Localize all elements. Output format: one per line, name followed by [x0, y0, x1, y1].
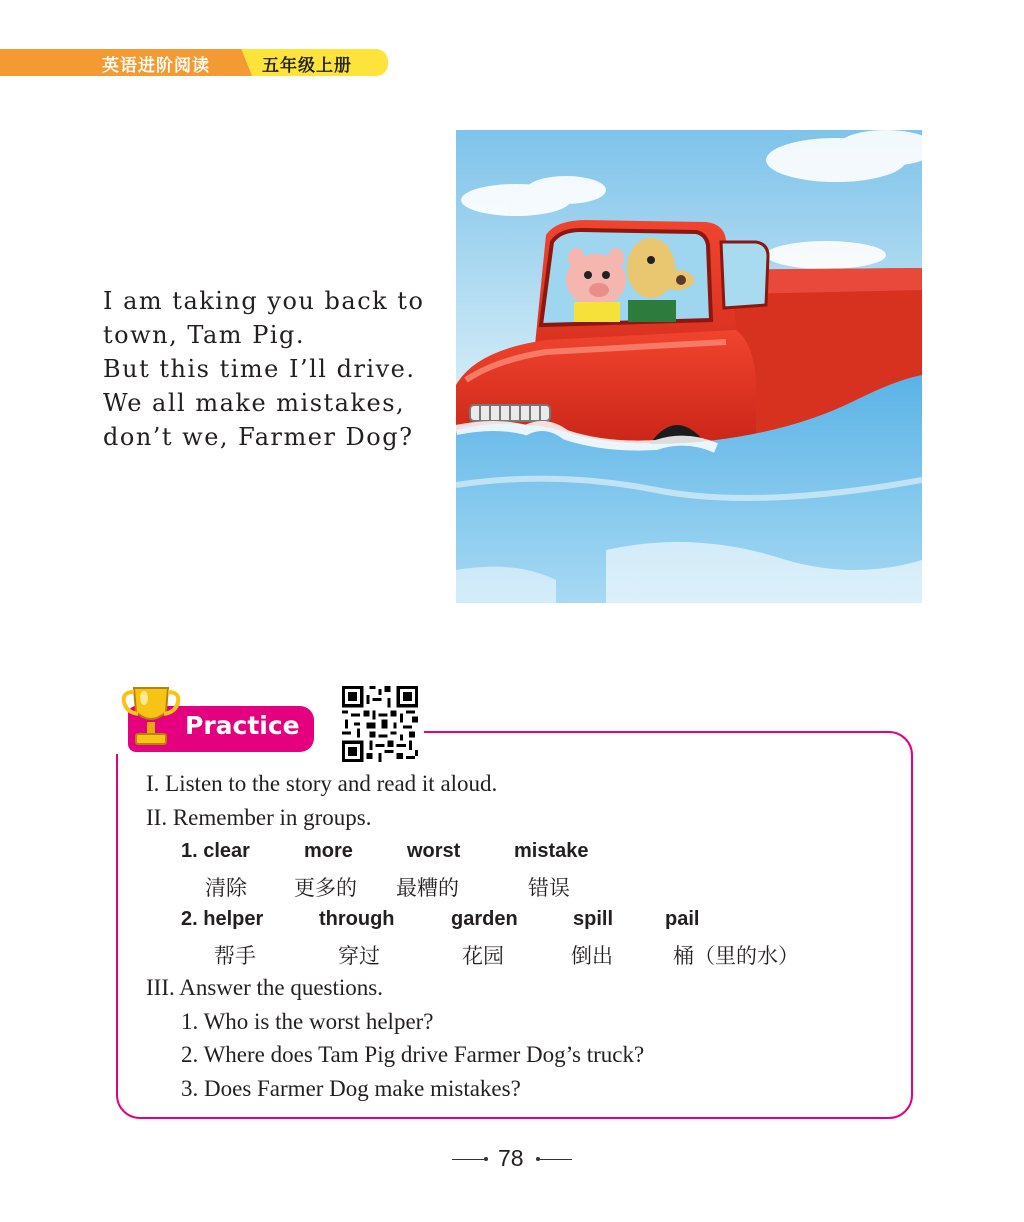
question-item: 2. Where does Tam Pig drive Farmer Dog’s truck?: [181, 1042, 645, 1067]
story-illustration: [456, 130, 922, 603]
vocab-meaning: 更多的: [294, 876, 357, 900]
header-grade-tab: [236, 49, 388, 76]
page-number-block: [452, 1145, 572, 1173]
page-number-rule-right: [540, 1159, 572, 1160]
trophy-icon: [120, 684, 182, 750]
question-item: 3. Does Farmer Dog make mistakes?: [181, 1076, 521, 1101]
story-line: don’t we, Farmer Dog?: [103, 423, 414, 451]
vocab-word: pail: [665, 908, 700, 930]
page-number-rule-left: [452, 1159, 484, 1160]
vocab-meaning: 清除: [205, 876, 247, 900]
story-line: I am taking you back to: [103, 287, 425, 315]
story-line: We all make mistakes,: [103, 389, 406, 417]
header-series-tab: [0, 49, 252, 76]
practice-title: Practice: [185, 711, 300, 740]
page-header: [0, 49, 390, 76]
vocab-meaning: 最糟的: [396, 876, 459, 900]
vocab-meaning: 错误: [528, 876, 570, 900]
vocab-word: mistake: [514, 840, 589, 862]
practice-section-1: I. Listen to the story and read it aloud.: [146, 771, 498, 796]
qr-code-icon: [342, 686, 418, 762]
question-item: 1. Who is the worst helper?: [181, 1009, 434, 1034]
vocab-word: 2. helper: [181, 908, 264, 930]
page-number: 78: [498, 1145, 524, 1171]
vocab-word: more: [304, 840, 353, 862]
vocab-word: garden: [451, 908, 518, 930]
story-line: But this time I’ll drive.: [103, 355, 416, 383]
practice-section-2: II. Remember in groups.: [146, 805, 372, 830]
story-line: town, Tam Pig.: [103, 321, 306, 349]
vocab-meaning: 倒出: [571, 944, 613, 968]
header-series-title: 英语进阶阅读: [102, 56, 210, 76]
practice-section-3: III. Answer the questions.: [146, 975, 383, 1000]
header-grade-title: 五年级上册: [262, 56, 352, 76]
vocab-word: spill: [573, 908, 614, 930]
vocab-meaning: 花园: [462, 944, 504, 968]
vocab-meaning: 穿过: [338, 944, 380, 968]
vocab-word: worst: [407, 840, 461, 862]
vocab-word: 1. clear: [181, 840, 250, 862]
vocab-word: through: [319, 908, 395, 930]
story-text: [103, 284, 453, 454]
vocab-meaning: 桶（里的水）: [673, 944, 799, 968]
vocab-meaning: 帮手: [214, 944, 256, 968]
page-number-dot-left: [484, 1157, 488, 1161]
